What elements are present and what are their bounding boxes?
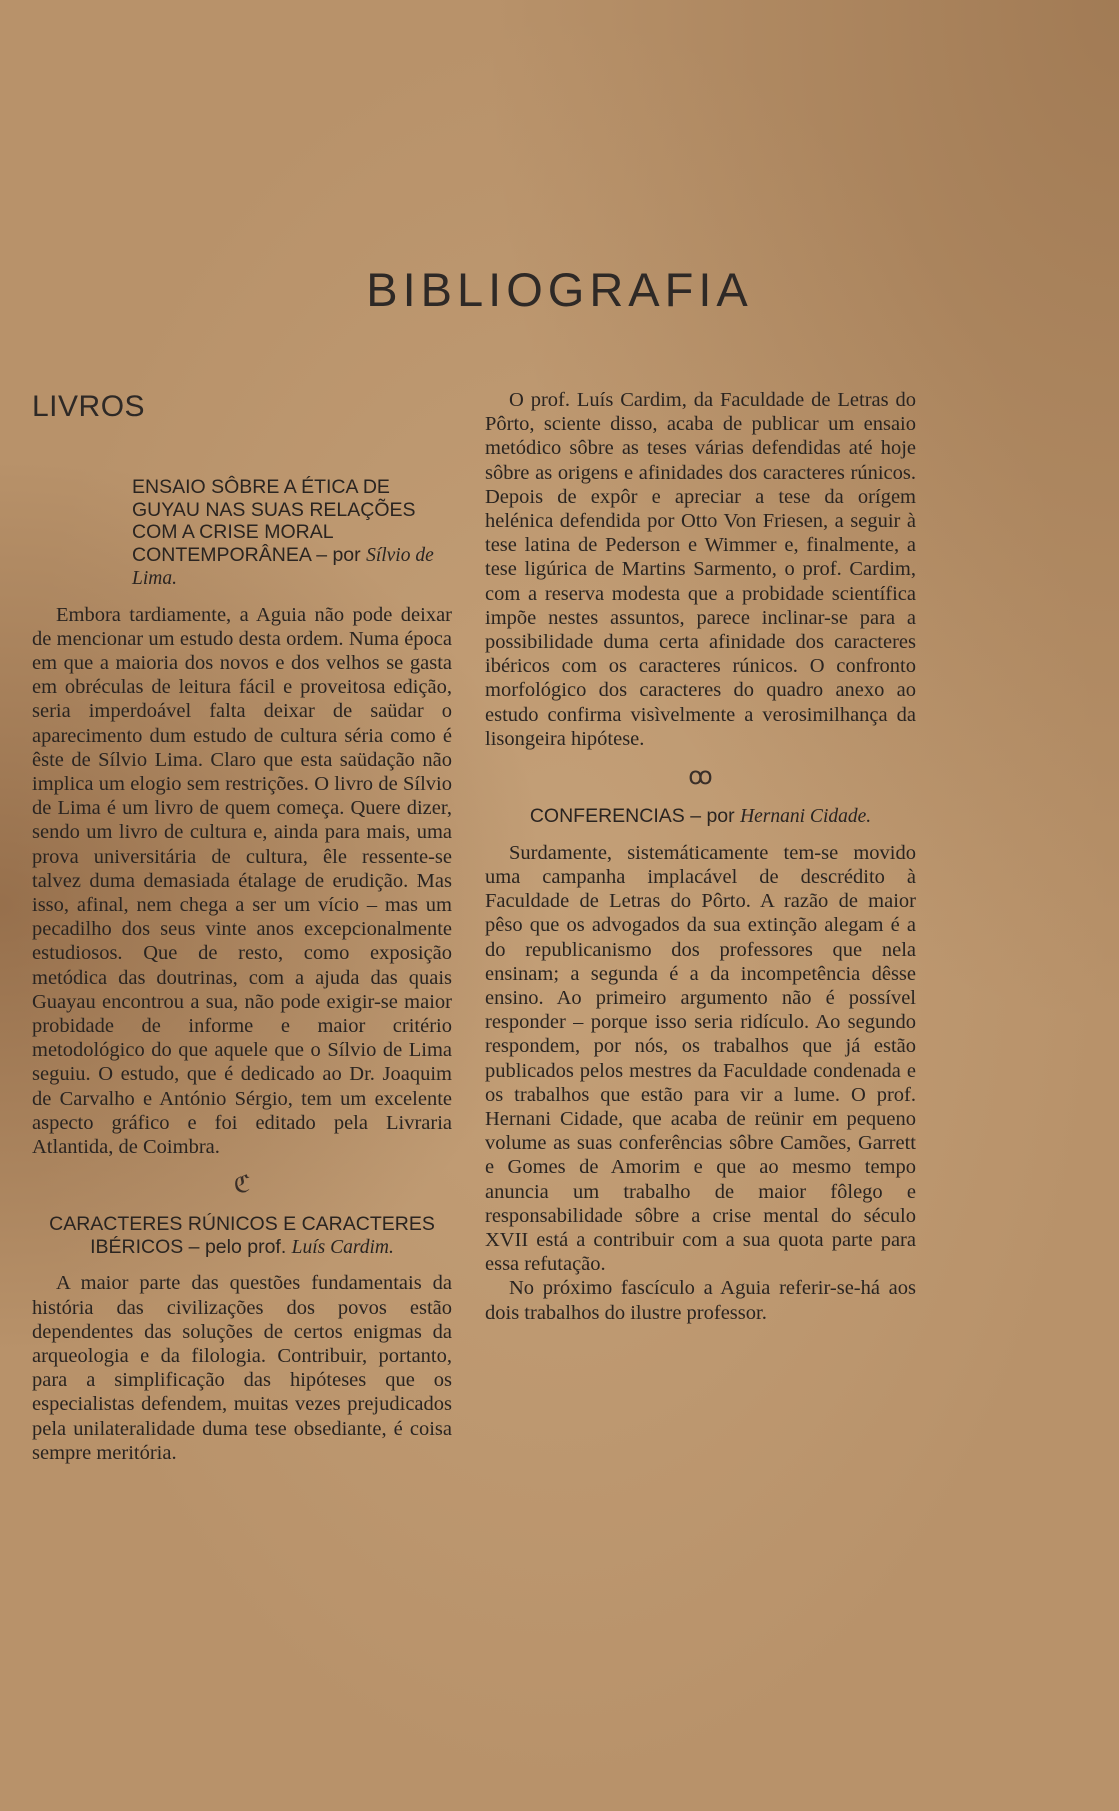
entry-heading-conferencias xyxy=(485,805,916,829)
ornament-divider: ꝏ xyxy=(688,764,713,791)
entry-author: Hernani Cidade. xyxy=(740,806,872,828)
entry-title: CARACTERES RÚNICOS E CARACTERES IBÉRICOS – pelo prof. xyxy=(49,1213,435,1258)
entry-title: ENSAIO SÔBRE A ÉTICA DE GUYAU NAS SUAS RELAÇÕES COM A CRISE MORAL CONTEMPORÂNEA – por xyxy=(132,476,416,566)
section-heading-livros: LIVROS xyxy=(32,390,146,423)
entry-heading-runicos xyxy=(32,1213,452,1259)
entry-heading-guyau xyxy=(32,476,452,591)
entry-body-runicos-part2: O prof. Luís Cardim, da Faculdade de Letras do Pôrto, sciente disso, acaba de publicar um ensaio metódico sôbre as teses várias defendidas até hoje sôbre as origens e afinidades dos caracteres rúnicos. Depois de expôr e apreciar a tese da orígem helénica defendida por Otto Von Friesen, a seguir à tese latina de Pederson e Wimmer e, finalmente, a tese ligúrica de Martins Sarmento, o prof. Cardim, com a reserva modesta que a probidade scientífica impõe nestes assuntos, parece inclinar-se para a possibilidade duma certa afinidade dos caracteres ibéricos com os caracteres rúnicos. O confronto morfológico dos caracteres do quadro anexo ao estudo confirma visìvelmente a verosimilhança da lisongeira hipótese. xyxy=(485,389,916,750)
entry-author: Sílvio de Lima. xyxy=(132,544,434,589)
entry-body-guyau: Embora tardiamente, a Aguia não pode deixar de mencionar um estudo desta ordem. Numa época em que a maioria dos novos e dos velhos se gasta em obréculas de leitura fácil e proveitosa edição, seria imperdoável falta deixar de saüdar o aparecimento dum estudo de cultura séria como é êste de Sílvio Lima. Claro que esta saüdação não implica um elogio sem restrições. O livro de Sílvio de Lima é um livro de quem começa. Quere dizer, sendo um livro de cultura e, ainda para mais, uma prova universitária de cultura, êle ressente-se talvez duma demasiada étalage de erudição. Mas isso, afinal, nem chega a ser um vício – mas um pecadilho dos seus vinte anos excepcionalmente estudiosos. Que de resto, como exposição metódica das doutrinas, com a ajuda das quais Guayau encontrou a sua, não pode exigir-se maior probidade de informe e maior critério metodológico do que aquele que o Sílvio de Lima seguiu. O estudo, que é dedicado ao Dr. Joaquim de Carvalho e António Sérgio, tem um excelente aspecto gráfico e foi editado pela Livraria Atlantida, de Coimbra. xyxy=(32,603,452,1158)
entry-body-conferencias: Surdamente, sistemáticamente tem-se movido uma campanha implacável de descrédito à Faculdade de Letras do Pôrto. A razão de maior pêso que os advogados da sua extinção alegam é a do republicanismo dos professores que nela ensinam; a segunda é a da incompetência dêsse ensino. Ao primeiro argumento não é possível responder – porque isso seria ridículo. Ao segundo respondem, por nós, os trabalhos que já estão publicados pelos mestres da Faculdade condenada e os trabalhos que estão para vir a lume. O prof. Hernani Cidade, que acaba de reünir em pequeno volume as suas conferências sôbre Camões, Garrett e Gomes de Amorim e que ao mesmo tempo anuncia um trabalho de maior fôlego e responsabilidade sôbre a crise mental do século XVII está a contribuir com a sua quota parte para essa refutação. xyxy=(485,841,916,1276)
page-title: BIBLIOGRAFIA xyxy=(366,263,753,316)
entry-body-runicos-part1: A maior parte das questões fundamentais da história das civilizações dos povos estão dependentes das soluções de certos enigmas da arqueologia e da filologia. Contribuir, portanto, para a simplificação das hipóteses que os especialistas defendem, muitas vezes prejudicados pela unilateralidade duma tese obsediante, é coisa sempre meritória. xyxy=(32,1272,452,1464)
left-column xyxy=(32,388,452,1465)
entry-author: Luís Cardim. xyxy=(291,1236,394,1258)
entry-body-conferencias-note: No próximo fascículo a Aguia referir-se-há aos dois trabalhos do ilustre professor. xyxy=(485,1277,916,1324)
entry-title: CONFERENCIAS – por xyxy=(529,805,741,828)
right-column xyxy=(485,388,916,1325)
ornament-divider: ℭ xyxy=(233,1172,251,1199)
